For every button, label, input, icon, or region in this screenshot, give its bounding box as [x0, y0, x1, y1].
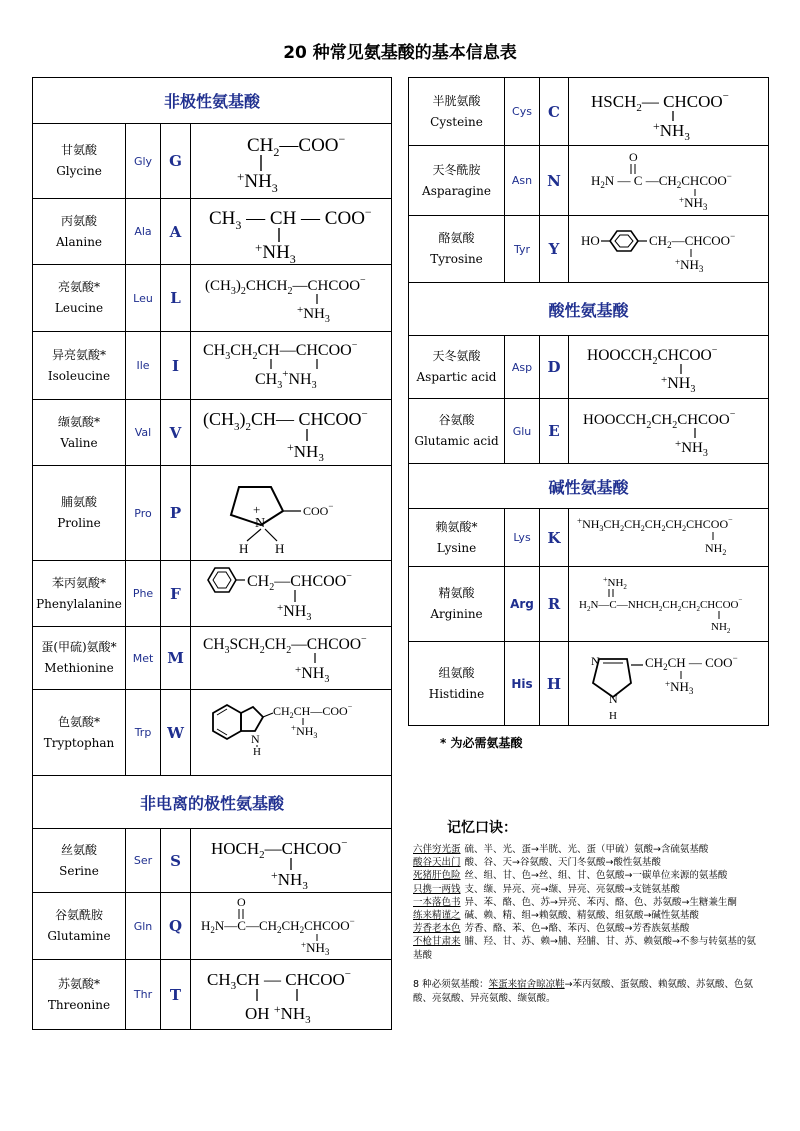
abbr-cell: Val: [126, 400, 161, 466]
abbr-cell: Asp: [505, 336, 540, 399]
svg-text:CH2CH—COO−: $CH_2CH—COO^-$: [273, 701, 353, 720]
structure-phenylalanine: [191, 561, 392, 627]
name-en: Glutamic acid: [414, 434, 499, 448]
structure-arginine: [569, 567, 769, 642]
amino-acid-row: [409, 336, 769, 399]
mnemonic-text: 芳香、酪、苯、色→酪、苯丙、色氨酸→芳香族氨基酸: [464, 923, 690, 935]
structure-glutamine: [191, 893, 392, 960]
essential-mnemonic: [413, 978, 765, 1006]
name-cell: [33, 690, 126, 776]
mnemonic-text: 酸、谷、天→谷氨酸、天门冬氨酸→酸性氨基酸: [464, 857, 661, 869]
code-cell: E: [540, 399, 569, 464]
structure-leucine: [191, 265, 392, 332]
name-en: Cysteine: [430, 114, 483, 129]
svg-text:HSCH2— CHCOO−: $HSCH_2—$ CHCOO−: [591, 89, 729, 114]
structure-glutamic-acid: [569, 399, 769, 464]
svg-text:CH3CH — CHCOO−: $CH_3CH$ — CHCOO−: [207, 967, 351, 992]
name-en: Serine: [59, 863, 99, 878]
name-en: Glycine: [56, 164, 102, 178]
mnemonic-key: 芳香老本色: [413, 923, 461, 935]
name-en: Lysine: [436, 540, 477, 555]
svg-text:+NH3: $^+NH_3$: [301, 940, 330, 957]
left-table: [32, 77, 392, 1030]
svg-text:+: +: [253, 502, 261, 517]
memory-mnemonics: [413, 843, 765, 1006]
svg-text:CH2—CHCOO−: $CH_2—CHCOO^-$: [649, 231, 736, 250]
abbr-cell: Met: [126, 627, 161, 690]
code-cell: I: [161, 332, 191, 400]
structure-valine: [191, 400, 392, 466]
mnemonic-line: [413, 909, 765, 922]
name-cell: [409, 567, 505, 642]
name-zh: 丙氨酸: [60, 213, 97, 228]
svg-text:CH3SCH2CH2—CHCOO−: $CH_3SCH_2CH_2—CHCOO^-$: [203, 634, 367, 656]
abbr-cell: Ser: [126, 829, 161, 893]
amino-acid-row: [33, 466, 392, 561]
svg-text:HOCH2—CHCOO−: $HOCH_2—CHCOO^-$: [211, 836, 348, 861]
name-zh: 亮氨酸*: [57, 280, 100, 294]
abbr-cell: Phe: [126, 561, 161, 627]
name-en: Phenylalanine: [36, 596, 122, 611]
svg-text:O: O: [237, 895, 246, 909]
abbr-cell: Trp: [126, 690, 161, 776]
amino-acid-row: [409, 216, 769, 283]
mnemonic-key: 酸谷天出门: [413, 857, 461, 869]
name-cell: [409, 336, 505, 399]
mnemonic-key: 死猪肝色险: [413, 870, 461, 882]
mnemonic-line: [413, 896, 765, 909]
name-en: Isoleucine: [47, 368, 111, 383]
svg-text:CH3CH2CH—CHCOO−: $CH_3CH_2CH—CHCOO^-$: [203, 339, 358, 362]
mnemonic-key: 六伴穷光蛋: [413, 844, 461, 855]
abbr-cell: Ala: [126, 199, 161, 265]
svg-text:+NH3: $^+NH_3$: [653, 118, 690, 143]
abbr-cell: Lys: [505, 509, 540, 567]
svg-text:+NH3: $^+NH_3$: [679, 194, 708, 212]
abbr-cell: Leu: [126, 265, 161, 332]
svg-text:(CH3)2CHCH2—CHCOO−: $(CH_3)_2CHCH_2—CHCOO^-$: [205, 275, 366, 297]
code-cell: T: [161, 960, 191, 1030]
structure-glycine: [191, 124, 392, 199]
category-row-nonpolar: [33, 78, 392, 124]
svg-text:+NH3: $^+NH_3$: [675, 438, 708, 459]
abbr-cell: Thr: [126, 960, 161, 1030]
mnemonic-key: 练来精谨之: [413, 910, 461, 922]
category-row-acidic: [409, 283, 769, 336]
code-cell: F: [161, 561, 191, 627]
mnemonic-key: 只携一两钱: [413, 883, 461, 895]
structure-aspartic-acid: [569, 336, 769, 399]
amino-acid-row: [33, 332, 392, 400]
structure-proline: [191, 466, 392, 561]
mnemonic-text: 丝、组、甘、色→丝、组、甘、色氨酸→一碳单位来源的氨基酸: [464, 870, 728, 882]
name-cell: [33, 960, 126, 1030]
name-cell: [409, 146, 505, 216]
mnemonic-text: 支、缬、异亮、亮→缬、异亮、亮氨酸→支链氨基酸: [464, 883, 680, 895]
name-cell: [33, 265, 126, 332]
category-polar-uncharged: 非电离的极性氨基酸: [33, 776, 392, 829]
amino-acid-row: [33, 960, 392, 1030]
code-cell: M: [161, 627, 191, 690]
abbr-cell: Asn: [505, 146, 540, 216]
svg-text:+NH3: $^+NH_3$: [287, 439, 324, 464]
structure-tyrosine: [569, 216, 769, 283]
structure-cysteine: [569, 78, 769, 146]
svg-text:N: N: [255, 516, 266, 531]
name-cell: [33, 400, 126, 466]
code-cell: W: [161, 690, 191, 776]
name-zh: 丝氨酸: [60, 842, 97, 857]
svg-text:CH2CH — COO−: $CH_2CH$ — COO−: [645, 652, 738, 672]
svg-text:O: O: [629, 149, 638, 164]
page-title: 20 种常见氨基酸的基本信息表: [283, 43, 517, 63]
code-cell: Y: [540, 216, 569, 283]
name-cell: [409, 642, 505, 726]
memory-title: 记忆口诀：: [447, 820, 517, 836]
svg-text:+NH2: $^+NH_2$: [603, 575, 627, 591]
name-en: Aspartic acid: [416, 370, 497, 384]
structure-isoleucine: [191, 332, 392, 400]
category-row-basic: [409, 464, 769, 509]
name-zh: 半胱氨酸: [432, 93, 481, 108]
name-en: Asparagine: [422, 183, 491, 198]
name-zh: 精氨酸: [438, 586, 475, 600]
category-nonpolar: 非极性氨基酸: [33, 78, 392, 124]
name-cell: [409, 216, 505, 283]
svg-text:CH2—CHCOO−: $CH_2—CHCOO^-$: [247, 570, 352, 593]
svg-text:H: H: [253, 745, 261, 758]
name-zh: 天冬酰胺: [432, 162, 481, 177]
svg-text:+NH3: $^+NH_3$: [297, 304, 330, 325]
svg-text:+NH3: $^+NH_3$: [295, 664, 330, 685]
svg-text:H2N—C—CH2CH2CHCOO−: $H_2N—C—CH_2CH_2CHCOO^-$: [201, 916, 355, 935]
svg-text:+NH3: $^+NH_3$: [237, 169, 278, 195]
svg-text:+NH3: $^+NH_3$: [277, 601, 312, 623]
category-row-polar: [33, 776, 392, 829]
name-en: Valine: [60, 435, 98, 450]
name-zh: 甘氨酸: [60, 143, 97, 157]
svg-text:+NH3CH2CH2CH2CH2CHCOO−: $^+NH_3CH_2CH_2CH_2CH_2CHCOO^-$: [577, 514, 733, 533]
abbr-cell: His: [505, 642, 540, 726]
svg-text:H: H: [239, 541, 249, 556]
code-cell: N: [540, 146, 569, 216]
name-zh: 缬氨酸*: [57, 414, 100, 429]
abbr-cell: Tyr: [505, 216, 540, 283]
abbr-cell: Pro: [126, 466, 161, 561]
mnemonic-text: 硫、半、光、蛋→半胱、光、蛋（甲硫）氨酸→含硫氨基酸: [464, 844, 709, 855]
svg-text:N: N: [609, 691, 618, 706]
svg-text:HOOCCH2CH2CHCOO−: $HOOCCH_2CH_2CHCOO^-$: [583, 409, 736, 431]
mnemonic-text: 脯、羟、甘、苏、赖→脯、羟脯、甘、苏、赖氨酸→不参与转氨基的氨基酸: [413, 936, 756, 961]
name-en: Proline: [57, 516, 101, 530]
amino-acid-row: [33, 124, 392, 199]
mnemonic-line: [413, 843, 765, 856]
structure-methionine: [191, 627, 392, 690]
name-cell: [33, 466, 126, 561]
svg-text:H2N — C —CH2CHCOO−: $H_2N$ — C $—CH_2CHCOO^-$: [591, 170, 732, 190]
amino-acid-row: [409, 642, 769, 726]
mnemonic-line: [413, 869, 765, 882]
name-zh: 脯氨酸: [60, 495, 97, 509]
structure-alanine: [191, 199, 392, 265]
mnemonic-key: 一本落色书: [413, 896, 461, 908]
svg-text:CH3+NH3: $CH_3^+NH_3$: [255, 367, 317, 391]
name-cell: [33, 829, 126, 893]
structure-histidine: [569, 642, 769, 726]
structure-asparagine: [569, 146, 769, 216]
essential-mnemonic-prefix: 8 种必须氨基酸：: [413, 978, 489, 990]
amino-acid-row: [33, 829, 392, 893]
name-en: Histidine: [428, 686, 485, 701]
name-cell: [33, 124, 126, 199]
name-en: Arginine: [430, 607, 483, 621]
mnemonic-line: [413, 922, 765, 935]
mnemonic-line: [413, 883, 765, 896]
name-zh: 谷氨酰胺: [54, 908, 103, 922]
name-cell: [33, 627, 126, 690]
name-cell: [409, 399, 505, 464]
svg-text:+NH3: $^+NH_3$: [291, 722, 318, 740]
code-cell: D: [540, 336, 569, 399]
abbr-cell: Gln: [126, 893, 161, 960]
code-cell: H: [540, 642, 569, 726]
amino-acid-row: [33, 690, 392, 776]
name-zh: 组氨酸: [438, 665, 475, 680]
name-cell: [409, 509, 505, 567]
amino-acid-row: [409, 567, 769, 642]
amino-acid-row: [33, 199, 392, 265]
essential-note: * 为必需氨基酸: [440, 736, 523, 750]
name-en: Glutamine: [47, 929, 111, 943]
name-cell: [33, 561, 126, 627]
svg-text:CH2—COO−: $CH_2—COO^-$: [247, 132, 346, 159]
structure-threonine: [191, 960, 392, 1030]
name-en: Leucine: [54, 301, 104, 315]
svg-text:HOOCCH2CHCOO−: $HOOCCH_2CHCOO^-$: [587, 345, 718, 367]
name-en: Tyrosine: [430, 252, 483, 266]
svg-text:CH3 — CH — COO−: $CH_3$ — CH — COO−: [209, 204, 372, 232]
svg-text:+NH3: $^+NH_3$: [271, 867, 308, 892]
svg-text:+NH3: $^+NH_3$: [675, 257, 704, 274]
abbr-cell: Glu: [505, 399, 540, 464]
svg-text:H: H: [275, 541, 285, 556]
category-basic: 碱性氨基酸: [409, 464, 769, 509]
amino-acid-row: [409, 509, 769, 567]
mnemonic-key: 不枪甘肃来: [413, 936, 461, 948]
code-cell: G: [161, 124, 191, 199]
name-zh: 谷氨酸: [438, 413, 475, 427]
name-en: Alanine: [55, 234, 103, 249]
name-en: Methionine: [44, 661, 114, 675]
mnemonic-text: 碱、赖、精、组→赖氨酸、精氨酸、组氨酸→碱性氨基酸: [464, 910, 699, 922]
name-cell: [409, 78, 505, 146]
name-zh: 酪氨酸: [438, 231, 475, 245]
svg-text:H: H: [609, 709, 617, 722]
svg-text:COO−: COO−: [303, 501, 334, 518]
essential-mnemonic-text: →苯丙氨酸、蛋氨酸、赖氨酸、苏氨酸、色氨酸、亮氨酸、异亮氨酸、缬氨酸。: [413, 978, 754, 1004]
svg-text:+NH3: $^+NH_3$: [255, 239, 296, 264]
amino-acid-row: [33, 627, 392, 690]
svg-text:HO: HO: [581, 233, 600, 248]
code-cell: R: [540, 567, 569, 642]
name-zh: 异亮氨酸*: [51, 347, 106, 362]
svg-text:+NH3: $^+NH_3$: [665, 678, 694, 696]
svg-text:+NH3: $^+NH_3$: [661, 374, 696, 395]
structure-serine: [191, 829, 392, 893]
svg-text:(CH3)2CH— CHCOO−: $(CH_3)_2CH—$ CHCOO−: [203, 407, 368, 433]
amino-acid-row: [33, 893, 392, 960]
name-zh: 蛋(甲硫)氨酸*: [41, 640, 117, 654]
name-cell: [33, 332, 126, 400]
structure-tryptophan: [191, 690, 392, 776]
code-cell: A: [161, 199, 191, 265]
abbr-cell: Arg: [505, 567, 540, 642]
svg-text:NH2: $NH_2$: [705, 540, 727, 557]
svg-text:N: N: [251, 731, 260, 746]
mnemonic-text: 异、苯、酪、色、苏→异亮、苯丙、酪、色、苏氨酸→生糖兼生酮: [464, 896, 737, 908]
code-cell: K: [540, 509, 569, 567]
name-en: Threonine: [47, 997, 111, 1012]
category-acidic: 酸性氨基酸: [409, 283, 769, 336]
abbr-cell: Cys: [505, 78, 540, 146]
amino-acid-row: [33, 400, 392, 466]
amino-acid-row: [409, 78, 769, 146]
code-cell: P: [161, 466, 191, 561]
code-cell: V: [161, 400, 191, 466]
name-cell: [33, 893, 126, 960]
code-cell: L: [161, 265, 191, 332]
name-zh: 苏氨酸*: [57, 976, 100, 991]
abbr-cell: Ile: [126, 332, 161, 400]
amino-acid-row: [409, 399, 769, 464]
code-cell: C: [540, 78, 569, 146]
svg-text:H2N—C—NHCH2CH2CH2CHCOO−: $H_2N—C—NHCH_2CH_2CH_2CHCOO^-$: [579, 596, 743, 613]
amino-acid-row: [33, 561, 392, 627]
abbr-cell: Gly: [126, 124, 161, 199]
name-zh: 苯丙氨酸*: [51, 575, 106, 590]
amino-acid-row: [409, 146, 769, 216]
mnemonic-line: [413, 856, 765, 869]
name-zh: 赖氨酸*: [435, 519, 478, 534]
mnemonic-line: [413, 935, 765, 961]
code-cell: S: [161, 829, 191, 893]
essential-mnemonic-key: 笨蛋来宿舍晾凉鞋: [488, 978, 565, 990]
svg-text:N: N: [591, 653, 600, 668]
name-zh: 天冬氨酸: [432, 349, 481, 363]
code-cell: Q: [161, 893, 191, 960]
right-table: [408, 77, 769, 726]
structure-lysine: [569, 509, 769, 567]
amino-acid-row: [33, 265, 392, 332]
name-cell: [33, 199, 126, 265]
svg-text:OH +NH3: OH $^+NH_3$: [245, 1001, 311, 1026]
svg-text:NH2: $NH_2$: [711, 621, 731, 635]
name-en: Tryptophan: [43, 735, 115, 750]
name-zh: 色氨酸*: [57, 714, 100, 729]
